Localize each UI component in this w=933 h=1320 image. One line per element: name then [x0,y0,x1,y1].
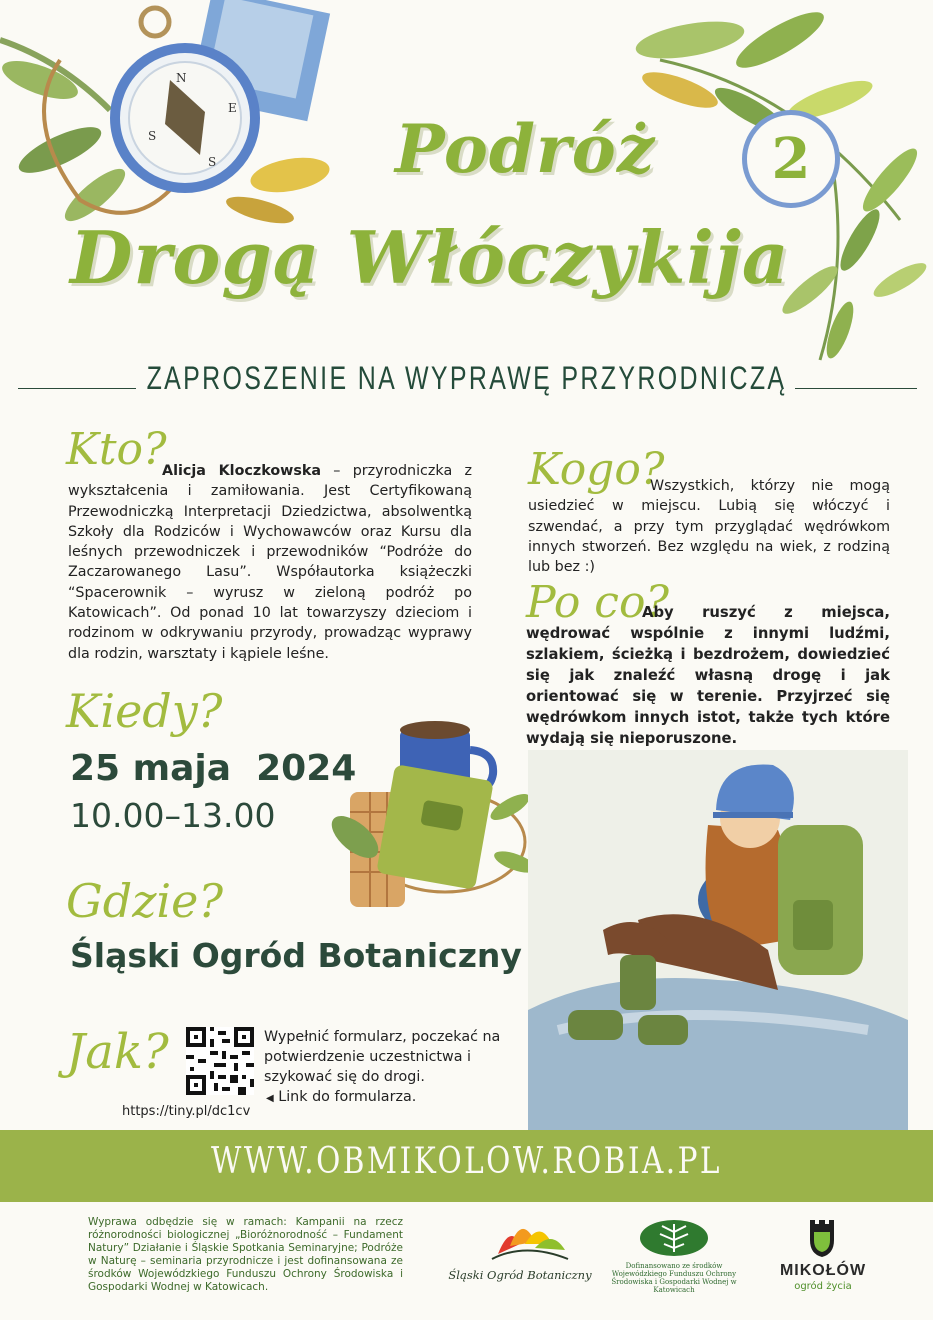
edition-number-badge: 2 [742,110,840,208]
kto-heading: Kto? [66,424,167,475]
hiker-illustration [528,730,908,1130]
mug-notebook-illustration [325,712,535,917]
kto-name: Alicja Kloczkowska [162,463,322,479]
funding-note: Wyprawa odbędzie się w ramach: Kampanii na rzecz różnorodności biologicznej „Bioróżnorodność – Fundament Natury” Działanie i Śląskie Spotkania Seminaryjne; Podróże w Naturę – seminaria przyrodnicze i jest dofinansowana ze środków Wojewódzkiego Funduszu Ochrony Środowiska i Gospodarki Wodnej w Katowicach. [88,1216,403,1293]
kogo-heading: Kogo? [528,444,665,495]
svg-text:N: N [176,71,187,85]
kogo-paragraph: Wszystkich, którzy nie mogą usiedzieć w miejscu. Lubią się włóczyć i szwendać, a przy tym przyglądać wędrówkom innych stworzeń. Bez względu na wiek, z rodziną lub bez :) [528,478,890,576]
event-date: 25 maja 2024 [70,748,357,789]
qr-code[interactable] [186,1027,254,1095]
form-link-label: Link do formularza. [278,1089,417,1105]
poco-heading: Po co? [526,577,670,628]
svg-text:E: E [228,101,237,115]
subtitle: ZAPROSZENIE NA WYPRAWĘ PRZYRODNICZĄ [146,360,787,396]
poco-paragraph: Aby ruszyć z miejsca, wędrować wspólnie z innymi ludźmi, szlakiem, ścieżką i bezdrożem, dowiedzieć się jak znaleźć własną drogę i jak orientować się w terenie. Przyjrzeć się wędrówkom innych istot, także tych które wydają się nieporuszone. [526,604,890,747]
environment-fund-caption: Dofinansowano ze środków Wojewódzkiego Funduszu Ochrony Środowiska i Gospodarki Wodnej w Katowicach [611,1262,737,1294]
kto-paragraph [68,461,472,664]
svg-text:S: S [208,155,217,169]
mikolow-logo-name: MIKOŁÓW [779,1262,867,1279]
environment-fund-logo [638,1218,710,1258]
caret-left-icon: ◀ [266,1093,274,1104]
short-url[interactable]: https://tiny.pl/dc1cv [122,1104,251,1119]
gdzie-heading: Gdzie? [66,874,224,928]
svg-text:S: S [148,129,157,143]
jak-instructions: Wypełnić formularz, poczekać na potwierdzenie uczestnictwa i szykować się do drogi. [264,1029,501,1085]
compass-illustration [0,0,380,230]
botanic-garden-logo-caption: Śląski Ogród Botaniczny [448,1268,592,1282]
event-time: 10.00–13.00 [70,796,276,835]
mikolow-logo-tagline: ogród życia [794,1281,852,1292]
form-link[interactable] [266,1089,416,1105]
botanic-garden-logo [480,1214,570,1264]
title-line-2: Drogą Włóczykija [70,215,790,300]
kto-text: – przyrodniczka z wykształcenia i zamiłowania. Jest Certyfikowaną Przewodniczką Interpretacji Dziedzictwa, absolwentką Szkoły dla Rodziców i Wychowawców oraz Kursu dla leśnych przewodniczek i przewodników “Podróże do Zaczarowanego Lasu”. Współautorka książeczki “Spacerownik – wyrusz w zieloną podróż po Katowicach”. Od ponad 10 lat towarzyszy dzieciom i rodzinom w odkrywaniu przyrody, prowadząc wyprawy dla rodzin, warsztaty i kąpiele leśne. [68,463,472,662]
kiedy-heading: Kiedy? [66,684,223,738]
jak-heading: Jak? [66,1024,169,1080]
event-place: Śląski Ogród Botaniczny [70,936,522,975]
mikolow-crest-icon [808,1218,836,1258]
title-line-1: Podróż [395,110,656,188]
website-url[interactable]: WWW.OBMIKOLOW.ROBIA.PL [211,1141,722,1182]
